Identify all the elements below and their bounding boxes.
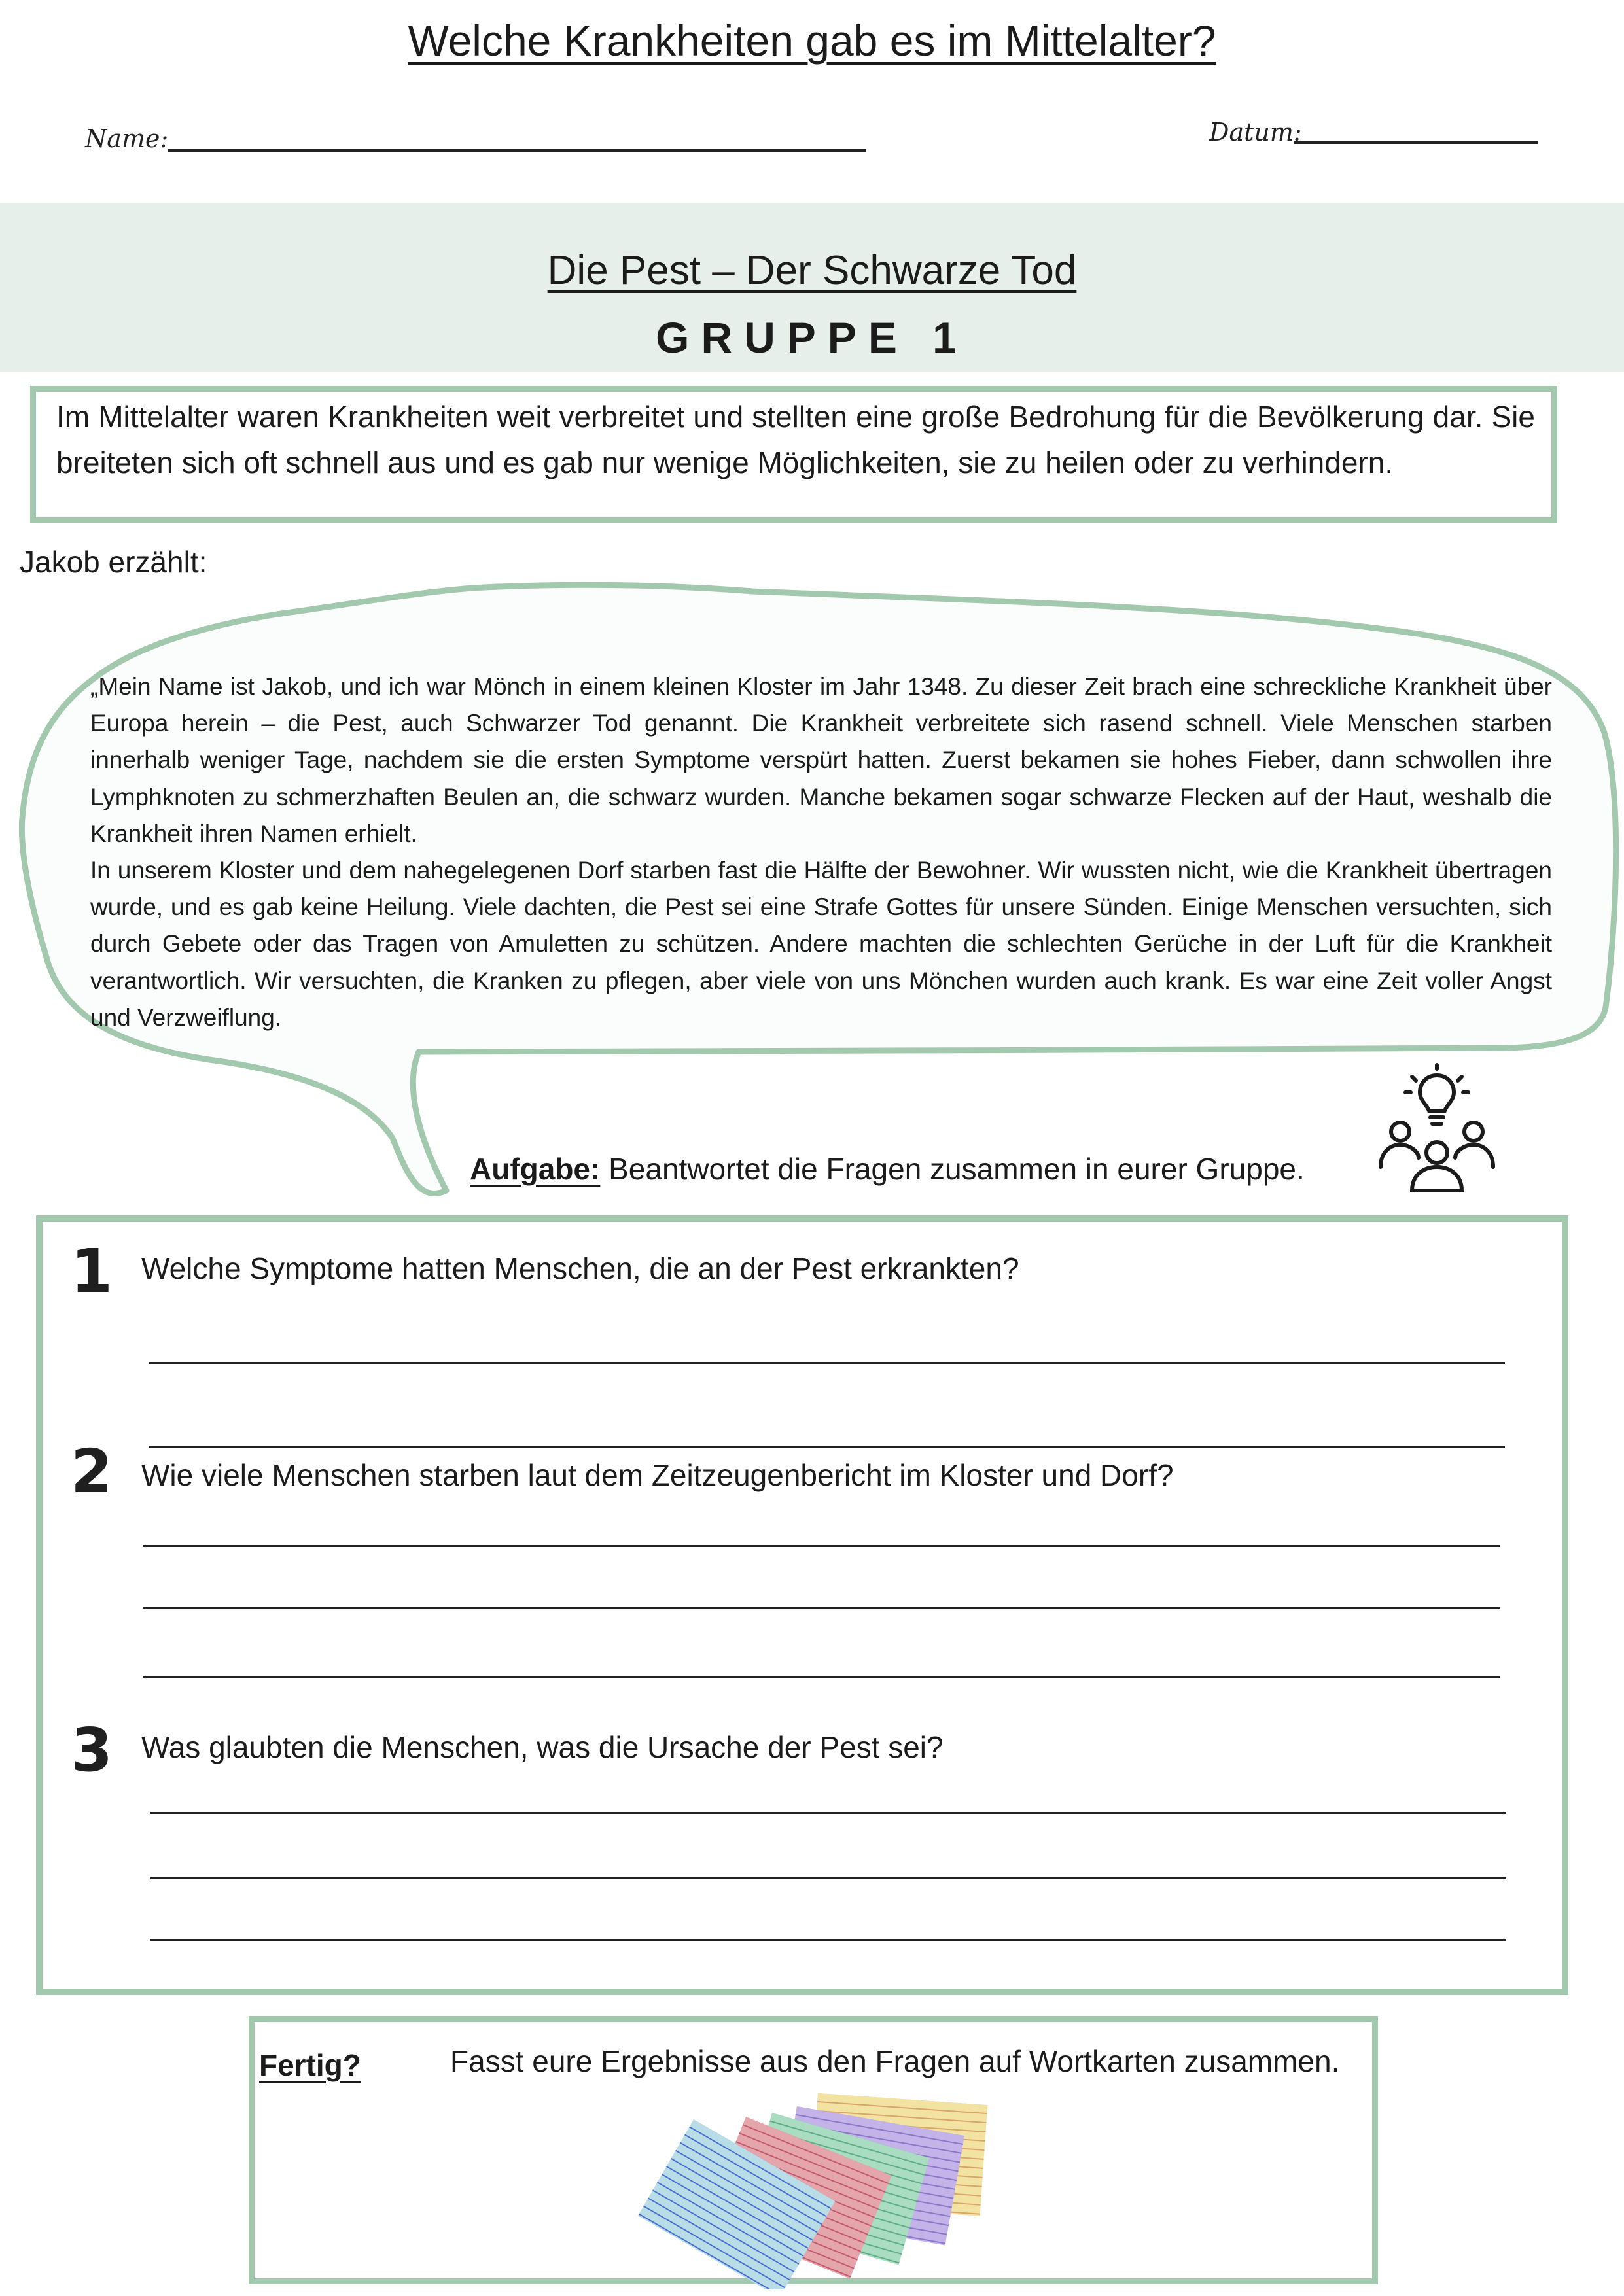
answer-line[interactable] xyxy=(143,1676,1500,1678)
answer-line[interactable] xyxy=(143,1607,1500,1609)
date-label: Datum: xyxy=(1209,118,1302,147)
question-number: 2 xyxy=(71,1436,113,1506)
name-field[interactable] xyxy=(168,149,866,152)
intro-text: Im Mittelalter waren Krankheiten weit verbreitet und stellten eine große Bedrohung für die Bevölkerung dar. Sie breiteten sich oft schnell aus und es gab nur wenige Möglichkeiten, sie zu heilen oder zu verhindern. xyxy=(56,400,1535,479)
answer-line[interactable] xyxy=(149,1446,1505,1448)
task-text: Beantwortet die Fragen zusammen in eurer Gruppe. xyxy=(600,1152,1305,1186)
question-text: Wie viele Menschen starben laut dem Zeitzeugenbericht im Kloster und Dorf? xyxy=(141,1458,1174,1492)
story-text xyxy=(90,669,1552,1036)
task-line xyxy=(470,1151,1305,1187)
answer-line[interactable] xyxy=(150,1812,1506,1814)
story-paragraph: „Mein Name ist Jakob, und ich war Mönch in einem kleinen Kloster im Jahr 1348. Zu dieser Zeit brach eine schreckliche Krankheit über Europa herein – die Pest, auch Schwarzer Tod genannt. Die Krankheit verbreitete sich rasend schnell. Viele Menschen starben innerhalb weniger Tage, nachdem sie die ersten Symptome verspürt hatten. Zuerst bekamen sie hohes Fieber, dann schwollen ihre Lymphknoten zu schmerzhaften Beulen an, die schwarz wurden. Manche bekamen sogar schwarze Flecken auf der Haut, weshalb die Krankheit ihren Namen erhielt. xyxy=(90,673,1552,847)
question-text: Was glaubten die Menschen, was die Ursache der Pest sei? xyxy=(141,1730,944,1764)
answer-line[interactable] xyxy=(149,1362,1505,1364)
date-field[interactable] xyxy=(1294,141,1538,144)
story-paragraph: In unserem Kloster und dem nahegelegenen Dorf starben fast die Hälfte der Bewohner. Wir wussten nicht, wie die Krankheit übertragen wurde, und es gab keine Heilung. Viele dachten, die Pest sei eine Strafe Gottes für unsere Sünden. Einige Menschen versuchten, sich durch Gebete oder das Tragen von Amuletten zu schützen. Andere machten die schlechten Gerüche in der Luft für die Krankheit verantwortlich. Wir versuchten, die Kranken zu pflegen, aber viele von uns Mönchen wurden auch krank. Es war eine Zeit voller Angst und Verzweiflung. xyxy=(90,857,1552,1031)
question-number: 3 xyxy=(71,1715,113,1785)
group-heading: GRUPPE 1 xyxy=(656,313,968,362)
narrator-label: Jakob erzählt: xyxy=(20,545,207,579)
group-idea-icon xyxy=(1371,1062,1502,1193)
section-subtitle: Die Pest – Der Schwarze Tod xyxy=(547,248,1077,293)
task-label: Aufgabe: xyxy=(470,1152,601,1186)
name-label: Name: xyxy=(85,124,169,153)
answer-line[interactable] xyxy=(150,1877,1506,1879)
question-number: 1 xyxy=(71,1236,113,1306)
finished-label: Fertig? xyxy=(259,2048,361,2082)
index-cards-illustration xyxy=(622,2080,1014,2289)
finished-text: Fasst eure Ergebnisse aus den Fragen auf Wortkarten zusammen. xyxy=(450,2044,1340,2078)
answer-line[interactable] xyxy=(143,1545,1500,1547)
answer-line[interactable] xyxy=(150,1939,1506,1941)
worksheet-title: Welche Krankheiten gab es im Mittelalter? xyxy=(408,16,1216,65)
question-text: Welche Symptome hatten Menschen, die an der Pest erkrankten? xyxy=(141,1251,1019,1285)
